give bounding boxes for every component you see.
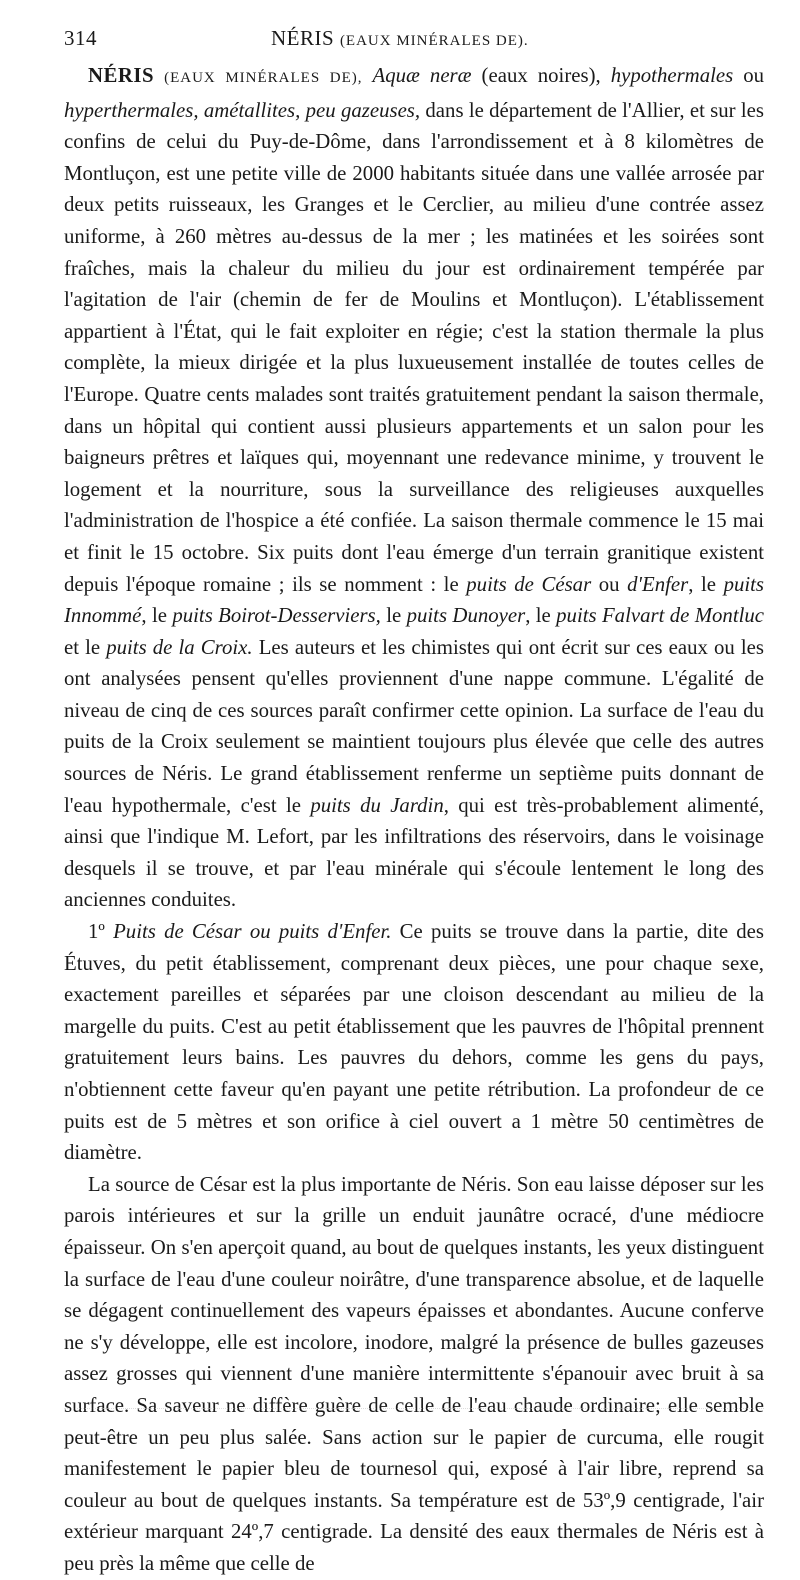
text-run: ou (591, 572, 628, 596)
text-run: , le (141, 604, 173, 628)
running-head (64, 26, 764, 52)
text-run: ou (733, 64, 765, 87)
page-bottom-specks (64, 1388, 764, 1409)
text-run: et le (64, 635, 107, 659)
well-name: d'Enfer (627, 572, 689, 596)
section-text: Ce puits se trouve dans la partie, dite des Étuves, du petit établissement, comprenant deux pièces, une pour chaque sexe, exactement pareilles et séparées par une cloison descendant au milieu de la margelle du puits. C'est au petit établissement que les pauvres de l'hôpital prennent gratuitement leurs bains. Les pauvres du dehors, comme les gens du pays, n'obtiennent cette faveur qu'en payant une petite rétribution. La profondeur de ce puits est de 5 mètres et son orifice à ciel ouvert a 1 mètre 50 centimètres de diamètre. (64, 920, 765, 1165)
latin-name: Aquæ neræ (372, 64, 472, 87)
entry-headword: NÉRIS (88, 64, 155, 87)
well-name: puits de César (466, 572, 592, 596)
well-name: puits de la Croix. (106, 635, 253, 659)
section-title: Puits de César ou puits d'Enfer. (113, 920, 392, 944)
text-run: , le (688, 572, 724, 596)
section-number: 1º (88, 920, 105, 944)
well-name: puits Falvart de Montluc (556, 604, 765, 628)
running-title (271, 26, 529, 51)
section-paragraph (64, 916, 764, 1169)
well-name: puits Dunoyer (406, 604, 526, 628)
page-number: 314 (64, 26, 97, 50)
well-name: puits Innommé (64, 572, 765, 628)
body-paragraph: La source de César est la plus importante de Néris. Son eau laisse déposer sur les parois intérieures et sur la grille un enduit jaunâtre ocracé, d'une médiocre épaisseur. On s'en aperçoit quand, au bout de quelques instants, les yeux distinguent la surface de l'eau d'une couleur noirâtre, d'une transparence absolue, et de laquelle se dégagent continuellement des vapeurs épaisses et abondantes. Aucune conferve ne s'y développe, elle est incolore, inodore, malgré la présence de bulles gazeuses assez grosses qui viennent d'une manière intermittente s'épanouir avec bruit à sa surface. Sa saveur ne diffère guère de celle de l'eau chaude ordinaire; elle semble peut-être un peu plus salée. Sans action sur le papier de curcuma, elle rougit manifestement le papier bleu de tournesol qui, exposé à l'air libre, reprend sa couleur au bout de quelques instants. Sa température est de 53º,9 centigrade, l'air extérieur marquant 24º,7 centigrade. La densité des eaux thermales de Néris est à peu près la même que celle de (64, 1172, 764, 1575)
text-run: dans le département de l'Allier, et sur les confins de celui du Puy-de-Dôme, dans l'arrondissement et à 8 kilomètres de Montluçon, est une petite ville de 2000 habitants située dans une vallée arrosée par deux petits ruisseaux, les Granges et le Cerclier, au milieu d'une contrée assez uniforme, à 260 mètres au-dessus de la mer ; les matinées et les soirées sont fraîches, mais la chaleur du milieu du jour est ordinairement tempérée par l'agitation de l'air (chemin de fer de Moulins et Montluçon). L'établissement appartient à l'État, qui le fait exploiter en régie; c'est la station thermale la plus complète, la mieux dirigée et la plus luxueusement installée de toutes celles de l'Europe. Quatre cents malades sont traités gratuitement pendant la saison thermale, dans un hôpital qui contient aussi plusieurs appartements et un salon pour les baigneurs prêtres et laïques qui, moyennant une redevance minime, y trouvent le logement et la nourriture, sous la surveillance des religieuses auxquelles l'administration de l'hospice a été confiée. La saison thermale commence le 15 mai et finit le 15 octobre. Six puits dont l'eau émerge d'un terrain granitique existent depuis l'époque romaine ; ils se nomment : le (64, 98, 764, 596)
text-run: Les auteurs et les chimistes qui ont écrit sur ces eaux ou les ont analysées pensent qu'elles proviennent d'une nappe commune. L'égalité de niveau de cinq de ces sources paraît confirmer cette opinion. La surface de l'eau du puits de la Croix seulement se maintient toujours plus élevée que celle des autres sources de Néris. Le grand établissement renferme un septième puits donnant de l'eau hypothermale, c'est le (64, 635, 765, 817)
text-run: , le (525, 604, 557, 628)
entry-paragraph (64, 60, 764, 916)
well-name: puits du Jardin (310, 793, 444, 817)
text-run: , qui est très-probablement alimenté, ainsi que l'indique M. Lefort, par les infiltrations des réservoirs, dans le voisinage desquels il se trouve, et par l'eau minérale qui s'écoule lentement le long des anciennes conduites. (64, 793, 764, 912)
entry-headword-sub: (EAUX MINÉRALES DE), (164, 70, 363, 86)
text-run: (eaux noires), (471, 64, 611, 87)
text-run: le (380, 604, 407, 628)
term-list: hyperthermales, amétallites, peu gazeuses, (64, 98, 421, 122)
term-hypothermales: hypothermales (610, 64, 734, 87)
running-title-sub: (EAUX MINÉRALES DE). (339, 33, 529, 49)
running-title-main: NÉRIS (271, 26, 335, 50)
body-text (64, 60, 764, 1580)
well-name: puits Boirot-Desserviers, (172, 604, 381, 628)
